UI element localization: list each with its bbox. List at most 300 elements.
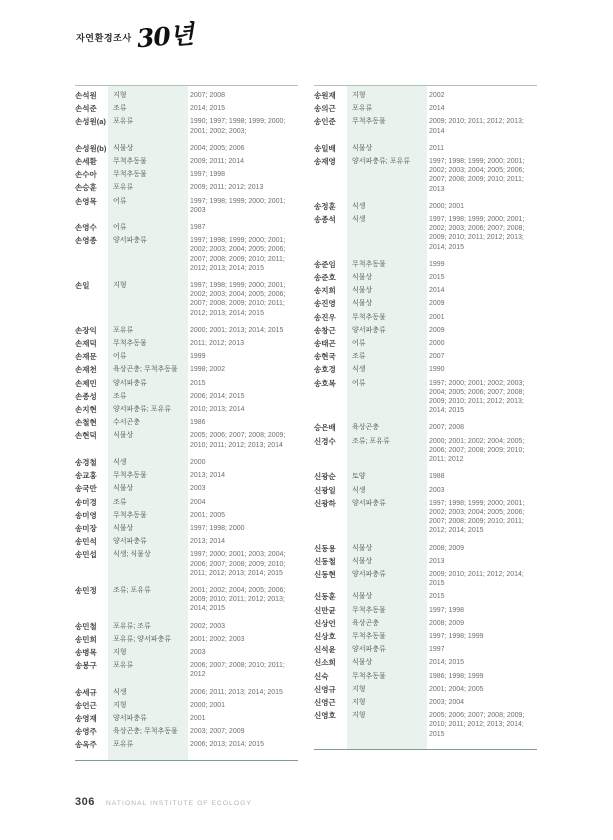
survey-years: 2000 — [429, 340, 445, 348]
person-name: 송호경 — [314, 365, 336, 375]
person-name: 신동용 — [314, 543, 336, 553]
table-row — [75, 170, 298, 179]
survey-years: 2015 — [429, 593, 445, 601]
table-row — [75, 498, 298, 507]
person-name: 송종석 — [314, 215, 336, 225]
survey-years: 2002 — [429, 92, 445, 99]
person-name: 신상호 — [314, 631, 336, 641]
person-name: 송영주 — [75, 727, 97, 737]
survey-years: 2009 — [429, 326, 445, 334]
table-row — [75, 392, 298, 401]
table-row — [75, 701, 298, 710]
table-row — [75, 635, 298, 644]
table-row — [75, 727, 298, 736]
survey-years: 2006; 2011; 2013; 2014; 2015 — [190, 688, 283, 696]
survey-years: 2009; 2010; 2011; 2012; 2013; 2014 — [429, 118, 524, 135]
survey-category: 식물상 — [113, 524, 134, 532]
survey-category: 어류 — [352, 340, 366, 348]
table-row — [75, 688, 298, 697]
person-name: 손재덕 — [75, 339, 97, 349]
table-row — [75, 197, 298, 215]
person-name: 손장익 — [75, 325, 97, 335]
survey-category: 식물상 — [352, 593, 373, 601]
person-name: 송미영 — [75, 510, 97, 520]
person-name: 신동훈 — [314, 592, 336, 602]
table-row — [75, 714, 298, 723]
survey-category: 조류; 포유류 — [113, 586, 151, 594]
person-name: 송재영 — [314, 157, 336, 167]
person-name: 손지현 — [75, 405, 97, 415]
survey-category: 무척추동물 — [352, 632, 386, 640]
person-name: 신소희 — [314, 658, 336, 668]
table-row — [314, 379, 537, 416]
person-name: 송봉구 — [75, 661, 97, 671]
survey-category: 식생 — [352, 202, 366, 210]
table-row — [314, 472, 537, 481]
calligraphy-title: 30년 — [135, 19, 194, 54]
survey-years: 2005; 2006; 2007; 2008; 2009; 2010; 2011; 2012; 2013; 2014 — [190, 432, 286, 449]
survey-years: 2005; 2006; 2007; 2008; 2009; 2010; 2011; 2012; 2013; 2014; 2015 — [429, 712, 525, 738]
survey-years: 2014 — [429, 105, 445, 113]
person-name: 손수아 — [75, 170, 97, 180]
survey-category: 식물상 — [352, 557, 373, 565]
person-name: 송인준 — [314, 117, 336, 127]
person-name: 송민섭 — [75, 550, 97, 560]
person-name: 신영호 — [314, 711, 336, 721]
table-row — [314, 91, 537, 100]
survey-category: 어류 — [352, 379, 366, 387]
survey-years: 2013; 2014 — [190, 538, 226, 546]
table-row — [75, 458, 298, 467]
table-row — [314, 273, 537, 282]
person-name: 송호복 — [314, 378, 336, 388]
survey-category: 육상곤충 — [352, 619, 380, 627]
table-row — [314, 658, 537, 667]
person-name: 송지희 — [314, 286, 336, 296]
survey-years: 2009; 2011; 2014 — [190, 158, 244, 166]
table-row — [314, 144, 537, 153]
survey-years: 2002; 2003 — [190, 622, 226, 630]
person-name: 송미경 — [75, 497, 97, 507]
table-row — [314, 645, 537, 654]
table-row — [314, 437, 537, 465]
person-name: 손철현 — [75, 418, 97, 428]
survey-category: 무척추동물 — [352, 118, 386, 126]
survey-years: 1997; 1998; 1999; 2000; 2001; 2002; 2003; 2006; 2007; 2008; 2009; 2010; 2011; 2012; 2013; 2014; 2015 — [429, 216, 525, 251]
survey-years: 2007; 2008 — [429, 424, 465, 432]
person-name: 송원재 — [314, 91, 336, 100]
table-row — [75, 223, 298, 232]
survey-years: 1997; 1998; 1999; 2000; 2001; 2002; 2003; 2004; 2005; 2006; 2007; 2008; 2009; 2010; 2011; 2012; 2013; 2014; 2015 — [190, 237, 286, 272]
person-name: 신만균 — [314, 605, 336, 615]
survey-years: 2006; 2014; 2015 — [190, 392, 245, 400]
survey-years: 1999 — [190, 353, 206, 361]
table-row — [314, 260, 537, 269]
survey-years: 2003; 2007; 2009 — [190, 728, 245, 736]
person-name: 손재문 — [75, 352, 97, 362]
table-row — [75, 104, 298, 113]
person-name: 송일배 — [314, 143, 336, 153]
survey-category: 식물상 — [113, 432, 134, 440]
person-name: 손재천 — [75, 365, 97, 375]
survey-years: 2003 — [190, 648, 206, 656]
organization-name: NATIONAL INSTITUTE OF ECOLOGY — [105, 800, 252, 807]
survey-category: 식생 — [352, 366, 366, 374]
person-name: 송민철 — [75, 621, 97, 631]
table-right-rows — [314, 91, 537, 739]
person-name: 손제민 — [75, 378, 97, 388]
survey-years: 2000; 2001; 2002; 2004; 2005; 2006; 2007; 2008; 2009; 2010; 2011; 2012 — [429, 437, 525, 464]
survey-category: 무척추동물 — [113, 340, 147, 348]
person-name: 송준임 — [314, 259, 336, 269]
survey-years: 2001; 2005 — [190, 511, 226, 519]
survey-category: 식생 — [113, 688, 127, 696]
person-name: 송미장 — [75, 523, 97, 533]
survey-category: 무척추동물 — [113, 511, 147, 519]
person-name: 손일 — [75, 281, 90, 291]
table-row — [75, 379, 298, 388]
survey-years: 2000; 2001 — [429, 202, 465, 210]
survey-years: 1999 — [429, 260, 445, 268]
table-row — [314, 117, 537, 135]
survey-category: 지형 — [113, 92, 127, 99]
survey-years: 1988 — [429, 473, 445, 481]
person-name: 신동현 — [314, 569, 336, 579]
table-row — [314, 606, 537, 615]
table-row — [75, 339, 298, 348]
survey-category: 양서파충류 — [113, 379, 147, 387]
person-name: 송준호 — [314, 273, 336, 283]
table-row — [75, 117, 298, 135]
table-row — [314, 365, 537, 374]
person-name: 송교홍 — [75, 471, 97, 481]
survey-category: 포유류 — [352, 105, 373, 113]
survey-years: 2001 — [190, 714, 206, 722]
table-row — [314, 215, 537, 252]
person-name: 신광하 — [314, 498, 336, 508]
survey-category: 포유류; 조류 — [113, 622, 151, 630]
survey-category: 조류 — [113, 105, 127, 113]
table-row — [314, 326, 537, 335]
survey-category: 식물상 — [113, 144, 134, 152]
person-name: 손현덕 — [75, 431, 97, 441]
table-row — [314, 685, 537, 694]
table-row — [314, 499, 537, 536]
survey-years: 2013 — [429, 557, 445, 565]
survey-years: 1997; 1998; 2000 — [190, 524, 245, 532]
survey-years: 1997; 1998; 1999; 2000; 2001; 2002; 2003; 2004; 2005; 2006; 2007; 2008; 2009; 2010; 2011; 2012; 2013; 2014; 2015 — [190, 282, 286, 317]
survey-category: 조류 — [113, 392, 127, 400]
survey-category: 육상곤충 — [352, 424, 380, 432]
survey-category: 지형 — [113, 701, 127, 709]
survey-years: 2014 — [429, 287, 445, 295]
table-row — [314, 698, 537, 707]
table-row — [75, 586, 298, 614]
survey-category: 조류 — [113, 498, 127, 506]
survey-category: 식물상 — [352, 287, 373, 295]
survey-category: 육상곤충; 무척추동물 — [113, 728, 178, 736]
table-row — [75, 537, 298, 546]
survey-category: 식생 — [352, 216, 366, 224]
person-name: 손성원(a) — [75, 117, 106, 127]
person-name: 송창근 — [314, 325, 336, 335]
person-name: 송언근 — [75, 700, 97, 710]
survey-category: 포유류 — [113, 118, 134, 126]
table-row — [75, 281, 298, 318]
survey-category: 지형 — [352, 698, 366, 706]
table-left-rows — [75, 91, 298, 750]
survey-years: 1986; 1998; 1999 — [429, 672, 484, 680]
person-name: 신영근 — [314, 697, 336, 707]
survey-years: 1987 — [190, 224, 206, 232]
table-row — [314, 557, 537, 566]
table-row — [75, 236, 298, 273]
survey-category: 양서파충류 — [113, 538, 147, 546]
table-row — [314, 632, 537, 641]
table-row — [314, 352, 537, 361]
survey-category: 식생 — [113, 458, 127, 466]
table-row — [75, 511, 298, 520]
person-name: 신광일 — [314, 485, 336, 495]
survey-category: 포유류 — [113, 662, 134, 670]
person-name: 손영종 — [75, 236, 97, 246]
survey-years: 2009; 2011; 2012; 2013 — [190, 184, 264, 192]
survey-category: 지형 — [352, 712, 366, 720]
survey-category: 지형 — [352, 92, 366, 99]
survey-category: 식물상 — [352, 300, 373, 308]
table-row — [314, 157, 537, 194]
page-footer — [75, 796, 252, 808]
survey-category: 포유류; 양서파충류 — [113, 635, 171, 643]
survey-category: 무척추동물 — [352, 260, 386, 268]
person-name: 신경수 — [314, 436, 336, 446]
table-row — [314, 592, 537, 601]
survey-years: 1997; 2000; 2001; 2003; 2004; 2006; 2007; 2008; 2009; 2010; 2011; 2012; 2013; 2014; 2015 — [190, 551, 286, 577]
survey-category: 양서파충류 — [352, 646, 386, 654]
survey-years: 2014; 2015 — [429, 659, 465, 667]
survey-years: 2006; 2013; 2014; 2015 — [190, 741, 264, 749]
table-row — [314, 619, 537, 628]
survey-years: 1997; 1998; 1999 — [429, 632, 484, 640]
person-name: 송정훈 — [314, 201, 336, 211]
person-name: 송옥주 — [75, 740, 97, 750]
table-row — [75, 157, 298, 166]
survey-years: 2014; 2015 — [190, 105, 226, 113]
page-header — [76, 19, 194, 54]
table-row — [314, 544, 537, 553]
survey-years: 2007; 2008 — [190, 92, 226, 99]
survey-years: 1997 — [429, 646, 445, 654]
person-name: 송국만 — [75, 484, 97, 494]
survey-years: 2000 — [190, 458, 206, 466]
person-name: 손영수 — [75, 223, 97, 233]
person-name: 송진영 — [314, 299, 336, 309]
table-row — [314, 286, 537, 295]
person-name: 손성원(b) — [75, 143, 107, 153]
person-name: 송병목 — [75, 647, 97, 657]
survey-category: 어류 — [113, 353, 127, 361]
table-row — [75, 183, 298, 192]
survey-years: 2003 — [429, 486, 445, 494]
person-name: 손석준 — [75, 104, 97, 114]
person-name: 송세규 — [75, 687, 97, 697]
person-name: 손종성 — [75, 391, 97, 401]
person-name: 송진우 — [314, 312, 336, 322]
survey-years: 2013; 2014 — [190, 472, 226, 480]
survey-years: 2000; 2001 — [190, 701, 226, 709]
person-name: 신상언 — [314, 618, 336, 628]
survey-years: 1986 — [190, 419, 206, 427]
survey-years: 2011; 2012; 2013 — [190, 340, 244, 348]
survey-years: 1997; 2000; 2001; 2002; 2003; 2004; 2005; 2006; 2007; 2008; 2009; 2010; 2011; 2012; 2013; 2014; 2015 — [429, 379, 525, 415]
table-row — [75, 661, 298, 679]
survey-years: 1997; 1998; 1999; 2000; 2001; 2002; 2003; 2004; 2005; 2006; 2007; 2008; 2009; 2010; 2011; 2012; 2014; 2015 — [429, 499, 525, 535]
table-row — [314, 202, 537, 211]
survey-category: 수서곤충 — [113, 419, 141, 427]
survey-category: 식생 — [352, 486, 366, 494]
survey-category: 식물상 — [352, 144, 373, 152]
table-row — [75, 471, 298, 480]
survey-years: 2011 — [429, 144, 445, 152]
survey-category: 식물상 — [352, 274, 373, 282]
table-row — [75, 431, 298, 449]
survey-years: 1997; 1998 — [429, 606, 465, 614]
table-row — [314, 104, 537, 113]
survey-category: 무척추동물 — [352, 606, 386, 614]
person-name: 승은배 — [314, 423, 336, 433]
table-row — [314, 313, 537, 322]
table-row — [314, 570, 537, 588]
table-row — [75, 648, 298, 657]
person-name: 송경철 — [75, 457, 97, 467]
person-name: 손영목 — [75, 196, 97, 206]
survey-years: 2006; 2007; 2008; 2010; 2011; 2012 — [190, 662, 285, 679]
table-right — [314, 85, 537, 750]
person-name: 신동철 — [314, 556, 336, 566]
survey-category: 포유류 — [113, 184, 134, 192]
table-row — [314, 423, 537, 432]
survey-category: 양서파충류 — [352, 499, 386, 507]
table-row — [314, 486, 537, 495]
table-row — [314, 672, 537, 681]
survey-category: 식생; 식물상 — [113, 551, 151, 559]
person-name: 송현국 — [314, 352, 336, 362]
person-name: 송의근 — [314, 104, 336, 114]
table-row — [75, 91, 298, 100]
survey-years: 1997; 1998 — [190, 171, 226, 179]
table-row — [75, 352, 298, 361]
survey-category: 양서파충류; 포유류 — [352, 158, 410, 166]
survey-years: 2001; 2002; 2003 — [190, 635, 245, 643]
survey-category: 양서파충류 — [113, 714, 147, 722]
table-row — [314, 299, 537, 308]
survey-category: 지형 — [113, 282, 127, 290]
survey-category: 양서파충류 — [113, 237, 147, 245]
table-row — [75, 550, 298, 578]
survey-category: 식물상 — [352, 544, 373, 552]
survey-category: 무척추동물 — [352, 313, 386, 321]
survey-years: 2008; 2009 — [429, 544, 465, 552]
person-name: 송민정 — [75, 585, 97, 595]
survey-years: 2000; 2001; 2013; 2014; 2015 — [190, 326, 284, 334]
table-row — [75, 524, 298, 533]
survey-category: 어류 — [113, 197, 127, 205]
person-name: 신광순 — [314, 472, 336, 482]
person-name: 손승훈 — [75, 183, 97, 193]
table-row — [314, 339, 537, 348]
table-left — [75, 85, 298, 761]
survey-category: 토양 — [352, 473, 366, 481]
person-name: 송민희 — [75, 634, 97, 644]
page-number: 306 — [75, 796, 95, 808]
survey-category: 포유류 — [113, 741, 134, 749]
survey-category: 양서파충류 — [352, 326, 386, 334]
survey-years: 2003 — [190, 485, 206, 493]
table-row — [75, 405, 298, 414]
table-row — [75, 622, 298, 631]
survey-category: 무척추동물 — [113, 158, 147, 166]
table-row — [75, 365, 298, 374]
table-row — [75, 484, 298, 493]
survey-years: 1990; 1997; 1998; 1999; 2000; 2001; 2002; 2003; — [190, 118, 286, 135]
survey-years: 2004 — [190, 498, 206, 506]
survey-category: 조류; 포유류 — [352, 437, 390, 445]
survey-years: 2001; 2004; 2005 — [429, 685, 484, 693]
survey-category: 지형 — [113, 648, 127, 656]
report-title: 자연환경조사 — [76, 33, 132, 43]
survey-category: 식물상 — [113, 485, 134, 493]
survey-category: 무척추동물 — [113, 171, 147, 179]
survey-years: 2008; 2009 — [429, 619, 465, 627]
directory-tables — [75, 85, 537, 761]
survey-years: 2015 — [190, 379, 206, 387]
survey-category: 식물상 — [352, 659, 373, 667]
survey-category: 조류 — [352, 353, 366, 361]
person-name: 송영재 — [75, 713, 97, 723]
person-name: 신영규 — [314, 684, 336, 694]
survey-years: 2003; 2004 — [429, 698, 465, 706]
table-row — [75, 144, 298, 153]
survey-years: 2001; 2002; 2004; 2005; 2006; 2009; 2010; 2011; 2012; 2013; 2014; 2015 — [190, 586, 286, 613]
survey-category: 육상곤충; 무척추동물 — [113, 366, 178, 374]
survey-years: 2007 — [429, 353, 445, 361]
person-name: 손세환 — [75, 157, 97, 167]
person-name: 신석윤 — [314, 645, 336, 655]
survey-years: 2009; 2010; 2011; 2012; 2014; 2015 — [429, 570, 524, 588]
person-name: 송태곤 — [314, 339, 336, 349]
survey-category: 지형 — [352, 685, 366, 693]
table-row — [75, 740, 298, 749]
survey-years: 2004; 2005; 2006 — [190, 144, 245, 152]
survey-years: 1998; 2002 — [190, 366, 226, 374]
survey-category: 무척추동물 — [113, 472, 147, 480]
survey-years: 2001 — [429, 313, 445, 321]
survey-years: 1997; 1998; 1999; 2000; 2001; 2002; 2003; 2004; 2005; 2006; 2007; 2008; 2009; 2010; 2011; 2013 — [429, 158, 525, 193]
survey-years: 1990 — [429, 366, 445, 374]
table-row — [75, 326, 298, 335]
survey-category: 양서파충류 — [352, 570, 386, 578]
survey-category: 어류 — [113, 224, 127, 232]
survey-years: 1997; 1998; 1999; 2000; 2001; 2003 — [190, 197, 286, 214]
survey-years: 2009 — [429, 300, 445, 308]
survey-years: 2010; 2013; 2014 — [190, 406, 245, 414]
person-name: 손석원 — [75, 91, 97, 100]
survey-years: 2015 — [429, 274, 445, 282]
table-row — [75, 418, 298, 427]
survey-category: 포유류 — [113, 326, 134, 334]
person-name: 신숙 — [314, 671, 329, 681]
survey-category: 무척추동물 — [352, 672, 386, 680]
